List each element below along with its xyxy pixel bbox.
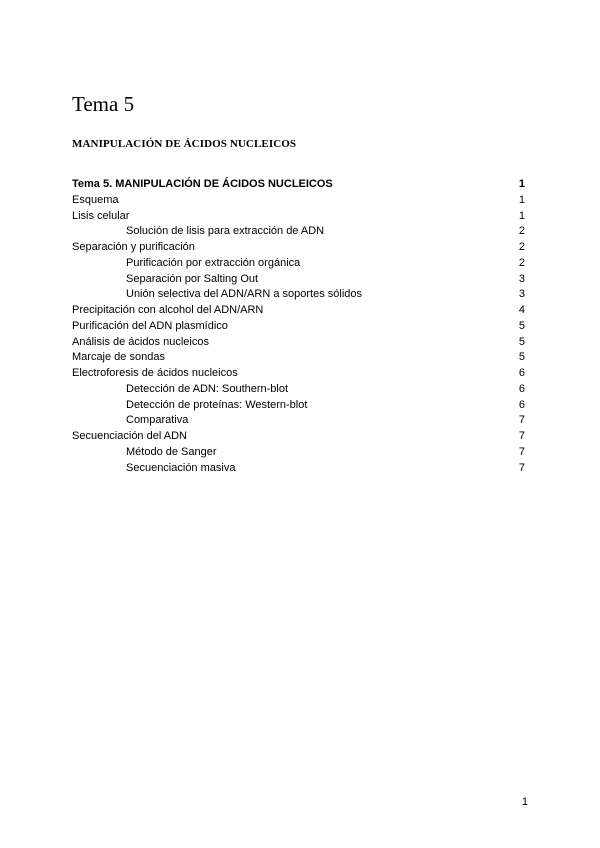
toc-entry-label: Solución de lisis para extracción de ADN <box>126 225 325 238</box>
toc-entry[interactable] <box>72 461 528 477</box>
toc-entry-page: 7 <box>518 414 525 427</box>
toc-entry[interactable] <box>72 429 528 445</box>
toc-entry-label: Comparativa <box>126 414 189 427</box>
toc-entry-page: 3 <box>518 288 525 301</box>
toc-entry-label: Detección de proteínas: Western-blot <box>126 398 308 411</box>
document-title: Tema 5 <box>72 92 135 116</box>
toc-entry-label: Marcaje de sondas <box>72 351 165 364</box>
table-of-contents <box>72 177 528 476</box>
toc-entry-page: 7 <box>518 445 525 458</box>
toc-entry-page: 1 <box>518 209 525 222</box>
toc-entry-page: 6 <box>518 398 525 411</box>
toc-entry[interactable] <box>72 272 528 288</box>
toc-entry[interactable] <box>72 319 528 335</box>
toc-entry-label: Análisis de ácidos nucleicos <box>72 335 209 348</box>
toc-entry-label: Separación por Salting Out <box>126 272 259 285</box>
toc-entry-label: Precipitación con alcohol del ADN/ARN <box>72 304 264 316</box>
toc-entry[interactable] <box>72 335 528 351</box>
toc-entry[interactable] <box>72 240 528 256</box>
toc-entry-page: 2 <box>518 256 525 269</box>
toc-entry[interactable] <box>72 303 528 319</box>
toc-entry-label: Lisis celular <box>72 209 130 222</box>
toc-entry-page: 3 <box>518 272 525 285</box>
toc-entry-page: 5 <box>518 351 525 364</box>
toc-entry-label: Separación y purificación <box>72 241 195 253</box>
toc-entry[interactable] <box>72 224 528 240</box>
toc-entry-page: 7 <box>518 461 525 474</box>
toc-entry-page: 1 <box>518 178 525 190</box>
toc-entry-page: 6 <box>518 382 525 395</box>
toc-entry-page: 5 <box>518 319 525 332</box>
toc-entry-label: Purificación por extracción orgánica <box>126 256 301 269</box>
toc-entry-page: 2 <box>518 225 525 238</box>
toc-entry[interactable] <box>72 413 528 429</box>
toc-entry-label: Detección de ADN: Southern-blot <box>126 382 289 395</box>
toc-entry[interactable] <box>72 256 528 272</box>
toc-entry-page: 7 <box>518 430 525 442</box>
toc-entry[interactable] <box>72 398 528 414</box>
toc-entry-label: Método de Sanger <box>126 445 217 458</box>
toc-entry[interactable] <box>72 209 528 225</box>
toc-entry[interactable] <box>72 177 528 193</box>
toc-entry-label: Esquema <box>72 193 119 206</box>
toc-entry[interactable] <box>72 445 528 461</box>
toc-entry-page: 6 <box>518 367 525 379</box>
toc-entry[interactable] <box>72 193 528 209</box>
toc-entry[interactable] <box>72 366 528 382</box>
toc-entry-label: Unión selectiva del ADN/ARN a soportes sólidos <box>126 288 363 301</box>
toc-entry-page: 5 <box>518 335 525 348</box>
toc-entry[interactable] <box>72 287 528 303</box>
toc-entry[interactable] <box>72 382 528 398</box>
toc-entry-label: Purificación del ADN plasmídico <box>72 319 228 332</box>
toc-entry-page: 2 <box>518 241 525 253</box>
toc-entry-page: 1 <box>518 193 525 206</box>
toc-entry[interactable] <box>72 350 528 366</box>
toc-entry-label: Secuenciación del ADN <box>72 430 187 442</box>
toc-entry-label: Electroforesis de ácidos nucleicos <box>72 367 238 379</box>
document-subtitle: MANIPULACIÓN DE ÁCIDOS NUCLEICOS <box>72 138 297 150</box>
toc-entry-label: Tema 5. MANIPULACIÓN DE ÁCIDOS NUCLEICOS <box>72 178 333 190</box>
page-number: 1 <box>521 796 528 808</box>
toc-entry-page: 4 <box>518 304 525 316</box>
toc-entry-label: Secuenciación masiva <box>126 461 236 474</box>
